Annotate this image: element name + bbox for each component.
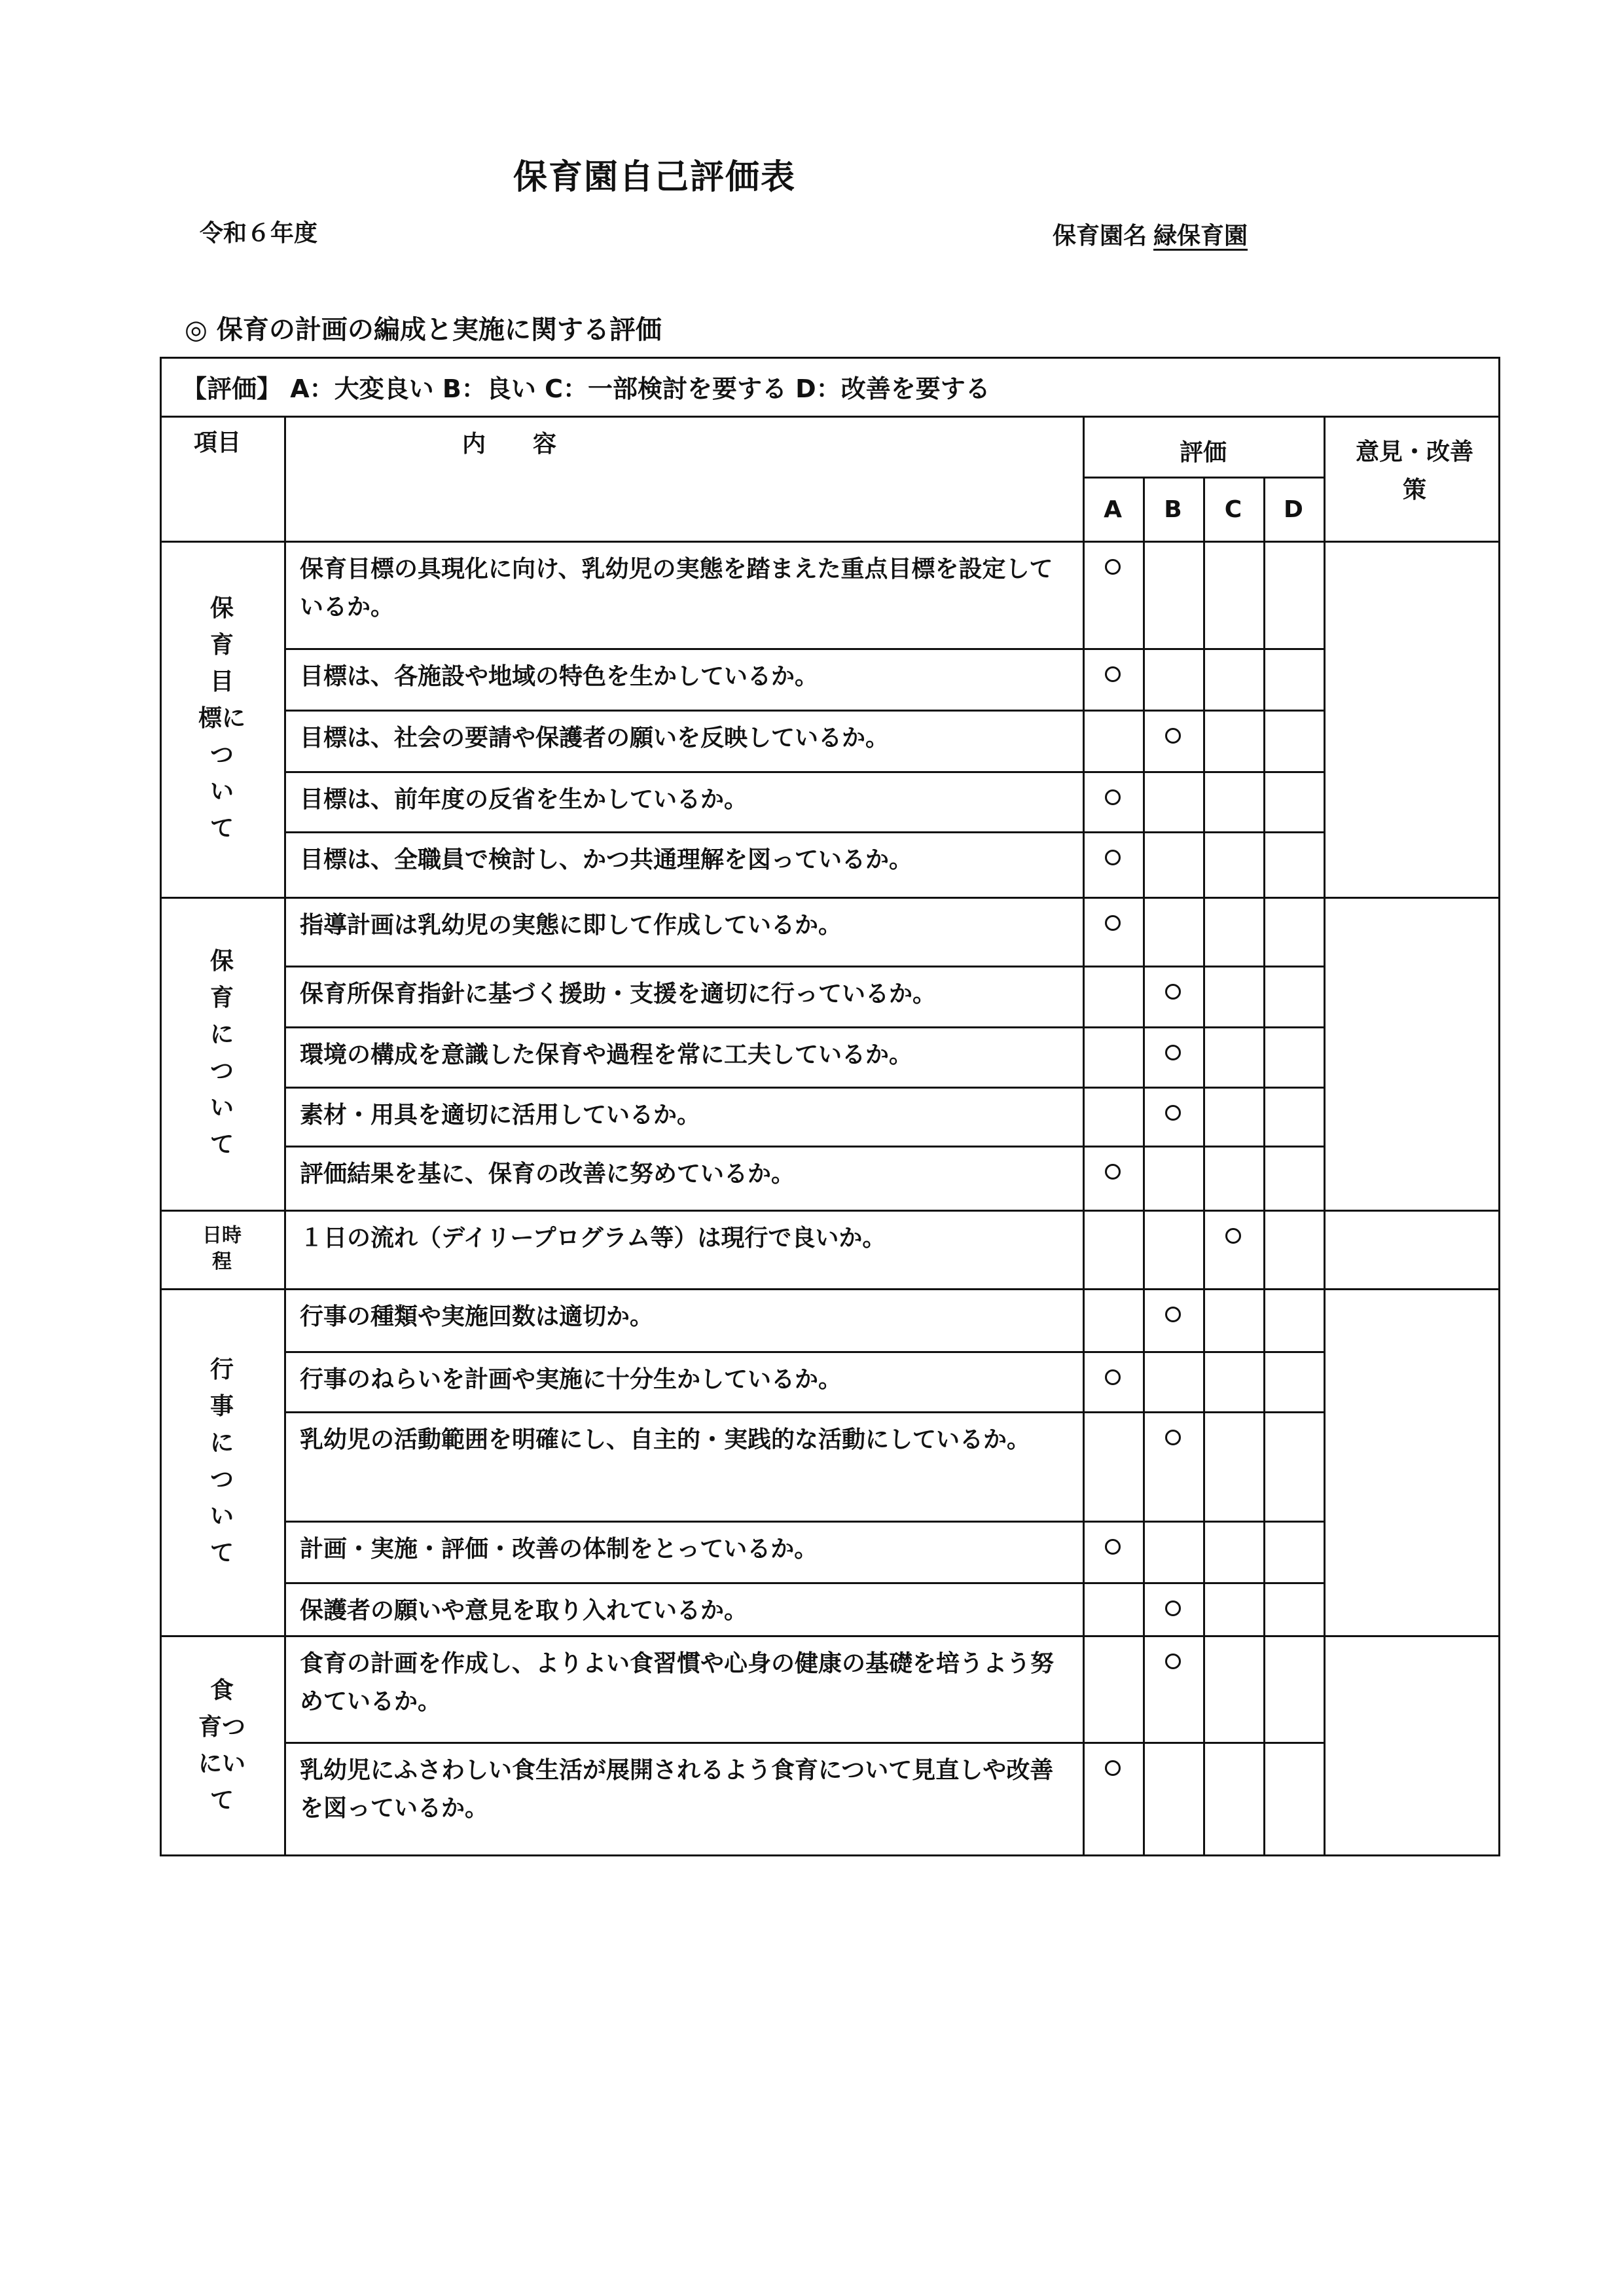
- category-label: [160, 1672, 284, 1819]
- group-divider: [160, 1288, 1500, 1290]
- question-text: 目標は、前年度の反省を生かしているか。: [300, 786, 748, 813]
- category-label-line: 育: [209, 985, 234, 1011]
- question-text: 保育所保育指針に基づく援助・支援を適切に行っているか。: [300, 981, 937, 1007]
- category-label-line: て: [209, 1131, 234, 1158]
- grade-legend: 【評価】 A：大変良い B：良い C：一部検討を要する D：改善を要する: [182, 374, 990, 403]
- page-title: 保育園自己評価表: [513, 158, 797, 197]
- table-header-item: 項目: [194, 429, 242, 456]
- row-divider: [284, 831, 1324, 833]
- grade-header-b: B: [1164, 496, 1182, 523]
- category-label-line: にい: [198, 1750, 245, 1777]
- grade-column-divider: [1143, 477, 1145, 1856]
- grade-column-divider: [1263, 477, 1265, 1856]
- row-divider: [284, 1521, 1324, 1523]
- question-text: 乳幼児の活動範囲を明確にし、自主的・実践的な活動にしているか。: [300, 1426, 1031, 1453]
- table-header-opinion: [1329, 433, 1500, 509]
- category-label-line: て: [209, 815, 234, 842]
- category-label-line: 事: [209, 1393, 234, 1420]
- category-label-line: て: [209, 1787, 234, 1814]
- question-text: 目標は、全職員で検討し、かつ共通理解を図っているか。: [300, 846, 913, 873]
- evaluation-mark-circle: [1105, 1539, 1121, 1555]
- category-label-line: 程: [212, 1250, 232, 1273]
- category-label-line: て: [209, 1540, 234, 1566]
- evaluation-mark-circle: [1165, 1600, 1181, 1616]
- category-label-line: 育つ: [198, 1714, 245, 1741]
- evaluation-mark-circle: [1105, 1164, 1121, 1180]
- question-text: 素材・用具を適切に活用しているか。: [300, 1102, 701, 1129]
- category-label: [160, 590, 284, 847]
- question-text: 保育目標の具現化に向け、乳幼児の実態を踏まえた重点目標を設定しているか。: [300, 556, 1053, 621]
- item-column-divider: [284, 416, 286, 1856]
- question-text: 環境の構成を意識した保育や過程を常に工夫しているか。: [300, 1041, 913, 1068]
- category-label-line: 行: [209, 1356, 234, 1383]
- question-text: 行事の種類や実施回数は適切か。: [300, 1303, 654, 1330]
- question-text: １日の流れ（デイリープログラム等）は現行で良いか。: [300, 1225, 886, 1252]
- grade-a-left-border: [1083, 416, 1085, 1856]
- group-divider: [160, 541, 1500, 543]
- nursery-label: 保育園名: [1053, 223, 1147, 249]
- question-text: 食育の計画を作成し、よりよい食習慣や心身の健康の基礎を培うよう努めているか。: [300, 1650, 1055, 1715]
- evaluation-mark-circle: [1105, 559, 1121, 575]
- row-divider: [284, 1742, 1324, 1744]
- category-label-line: い: [209, 1503, 234, 1530]
- category-label-line: に: [209, 1021, 234, 1048]
- group-divider: [160, 897, 1500, 899]
- category-label-line: 食: [209, 1677, 234, 1704]
- evaluation-mark-circle: [1165, 728, 1181, 744]
- question-text: 行事のねらいを計画や実施に十分生かしているか。: [300, 1366, 842, 1393]
- grade-header-d: D: [1284, 496, 1303, 523]
- row-divider: [284, 771, 1324, 773]
- evaluation-mark-circle: [1165, 1430, 1181, 1445]
- category-label: [160, 1223, 284, 1275]
- category-label-line: つ: [209, 742, 234, 768]
- category-label-line: い: [209, 1094, 234, 1121]
- row-divider: [284, 1026, 1324, 1028]
- nursery-field: [1053, 217, 1248, 251]
- group-divider: [160, 1635, 1500, 1637]
- evaluation-mark-circle: [1165, 1307, 1181, 1322]
- category-label-line: つ: [209, 1466, 234, 1493]
- row-divider: [284, 710, 1324, 712]
- row-divider: [284, 1087, 1324, 1089]
- evaluation-mark-circle: [1225, 1228, 1241, 1244]
- category-label-line: い: [209, 778, 234, 805]
- row-divider: [284, 1146, 1324, 1148]
- opinion-column-divider: [1324, 416, 1326, 1856]
- section-title: ◎ 保育の計画の編成と実施に関する評価: [185, 315, 662, 345]
- row-divider: [284, 1351, 1324, 1353]
- nursery-name: 緑保育園: [1153, 223, 1248, 249]
- category-label-line: 育: [209, 632, 234, 659]
- question-text: 指導計画は乳幼児の実態に即して作成しているか。: [300, 912, 842, 939]
- category-label: [160, 1352, 284, 1572]
- question-text: 保護者の願いや意見を取り入れているか。: [300, 1597, 748, 1624]
- question-text: 目標は、各施設や地域の特色を生かしているか。: [300, 663, 819, 690]
- category-label-line: 保: [209, 595, 234, 622]
- evaluation-mark-circle: [1105, 1760, 1121, 1776]
- legend-divider: [160, 416, 1500, 418]
- grade-header-c: C: [1224, 496, 1242, 523]
- category-label-line: 日時: [202, 1224, 242, 1247]
- table-header-evaluation: 評価: [1180, 439, 1227, 466]
- category-label: [160, 943, 284, 1163]
- question-text: 計画・実施・評価・改善の体制をとっているか。: [300, 1536, 818, 1563]
- row-divider: [284, 1411, 1324, 1413]
- row-divider: [284, 648, 1324, 650]
- evaluation-mark-circle: [1105, 850, 1121, 865]
- row-divider: [284, 1582, 1324, 1584]
- evaluation-mark-circle: [1165, 1653, 1181, 1669]
- evaluation-mark-circle: [1165, 1105, 1181, 1121]
- question-text: 目標は、社会の要請や保護者の願いを反映しているか。: [300, 725, 890, 751]
- evaluation-mark-circle: [1105, 1369, 1121, 1385]
- opinion-header-line1: 意見・改善: [1355, 439, 1473, 465]
- question-text: 乳幼児にふさわしい食生活が展開されるよう食育について見直しや改善を図っているか。: [300, 1757, 1054, 1822]
- row-divider: [284, 966, 1324, 967]
- grade-header-a: A: [1104, 496, 1122, 523]
- grade-column-divider: [1203, 477, 1205, 1856]
- opinion-header-line2: 策: [1402, 477, 1426, 503]
- evaluation-mark-circle: [1165, 984, 1181, 1000]
- category-label-line: つ: [209, 1058, 234, 1085]
- question-text: 評価結果を基に、保育の改善に努めているか。: [300, 1161, 795, 1187]
- evaluation-mark-circle: [1105, 789, 1121, 805]
- evaluation-mark-circle: [1165, 1045, 1181, 1060]
- category-label-line: 目: [209, 668, 234, 695]
- category-label-line: 保: [209, 948, 234, 975]
- category-label-line: に: [209, 1430, 234, 1456]
- evaluation-mark-circle: [1105, 666, 1121, 682]
- evaluation-mark-circle: [1105, 915, 1121, 931]
- category-label-line: 標に: [198, 705, 245, 732]
- group-divider: [160, 1210, 1500, 1212]
- table-header-content: 内 容: [462, 431, 557, 458]
- fiscal-year: 令和６年度: [200, 220, 318, 247]
